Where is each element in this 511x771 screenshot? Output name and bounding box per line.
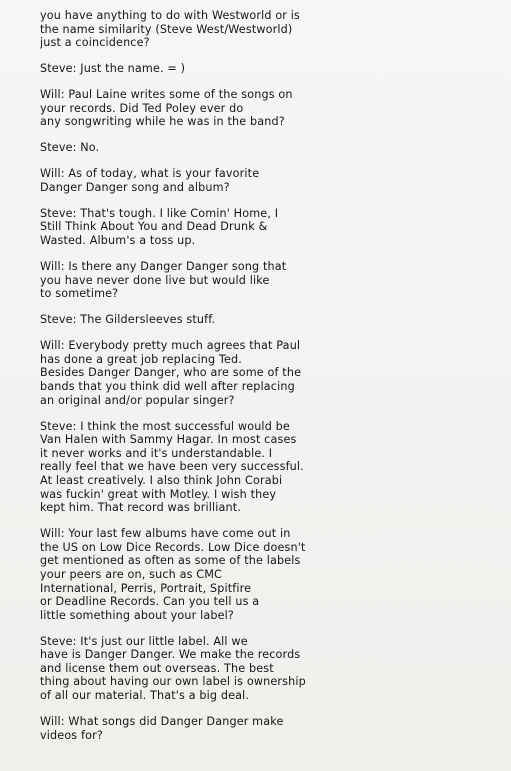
text-line: your records. Did Ted Poley ever do (40, 101, 244, 115)
paragraph-westworld-question-end (40, 9, 501, 50)
paragraph-will-videos-question (40, 715, 501, 742)
text-line: and license them out overseas. The best (40, 661, 274, 675)
text-line: an original and/or popular singer? (40, 393, 235, 407)
text-line: Van Halen with Sammy Hagar. In most cases (40, 433, 297, 447)
text-line: Steve: It's just our little label. All we (40, 634, 248, 648)
text-line: really feel that we have been very successful. (40, 460, 304, 474)
paragraph-steve-singer-answer (40, 420, 501, 515)
paragraph-steve-favorite-answer (40, 207, 501, 248)
text-line: just a coincidence? (40, 36, 150, 50)
paragraph-steve-gildersleeves-answer (40, 313, 501, 327)
text-line: have is Danger Danger. We make the records (40, 648, 301, 662)
paragraph-steve-answer-name (40, 62, 501, 76)
text-line: little something about your label? (40, 608, 234, 622)
text-line: thing about having our own label is ownership (40, 675, 306, 689)
paragraph-steve-label-answer (40, 635, 501, 703)
paragraph-will-singer-question (40, 339, 501, 407)
paragraph-will-favorite-question (40, 167, 501, 194)
text-line: you have anything to do with Westworld or is (40, 9, 301, 22)
text-line: of all our material. That's a big deal. (40, 689, 250, 703)
text-line: Will: What songs did Danger Danger make (40, 715, 284, 729)
text-line: Steve: That's tough. I like Comin' Home, I (40, 206, 279, 220)
text-line: International, Perris, Portrait, Spitfire (40, 581, 252, 595)
text-line: Will: Everybody pretty much agrees that Paul (40, 339, 301, 353)
text-line: any songwriting while he was in the band? (40, 115, 285, 129)
text-line: Will: Paul Laine writes some of the songs on (40, 88, 293, 102)
text-line: has done a great job replacing Ted. (40, 352, 242, 366)
text-line: kept him. That record was brilliant. (40, 501, 242, 515)
text-line: the name similarity (Steve West/Westworld) (40, 22, 293, 36)
text-line: you have never done live but would like (40, 273, 270, 287)
text-line: At least creatively. I also think John Corabi (40, 473, 283, 487)
text-line: bands that you think did well after replacing (40, 380, 295, 393)
text-line: Steve: I think the most successful would be (40, 419, 290, 433)
paragraph-will-live-question (40, 260, 501, 301)
text-line: Will: Is there any Danger Danger song that (40, 260, 287, 274)
text-line: your peers are on, such as CMC (40, 567, 222, 581)
text-line: Steve: Just the name. = ) (40, 62, 186, 76)
text-line: Still Think About You and Dead Drunk & (40, 220, 268, 234)
text-line: it never works and it's understandable. I (40, 446, 273, 460)
paragraph-will-songwriting-question (40, 88, 501, 129)
paragraph-steve-answer-no (40, 141, 501, 155)
text-line: Steve: The Gildersleeves stuff. (40, 313, 216, 327)
text-line: get mentioned as often as some of the labels (40, 554, 301, 568)
text-line: Besides Danger Danger, who are some of the (40, 366, 302, 380)
text-line: videos for? (40, 728, 103, 742)
text-line: Will: As of today, what is your favorite (40, 167, 260, 181)
text-line: Danger Danger song and album? (40, 180, 230, 194)
text-line: Will: Your last few albums have come out in (40, 527, 291, 541)
paragraph-will-label-question (40, 527, 501, 622)
text-line: the US on Low Dice Records. Low Dice doesn't (40, 540, 306, 554)
text-line: Steve: No. (40, 141, 100, 155)
text-line: or Deadline Records. Can you tell us a (40, 595, 260, 609)
text-line: to sometime? (40, 287, 119, 301)
text-line: was fuckin' great with Motley. I wish they (40, 487, 277, 501)
text-line: Wasted. Album's a toss up. (40, 234, 196, 248)
